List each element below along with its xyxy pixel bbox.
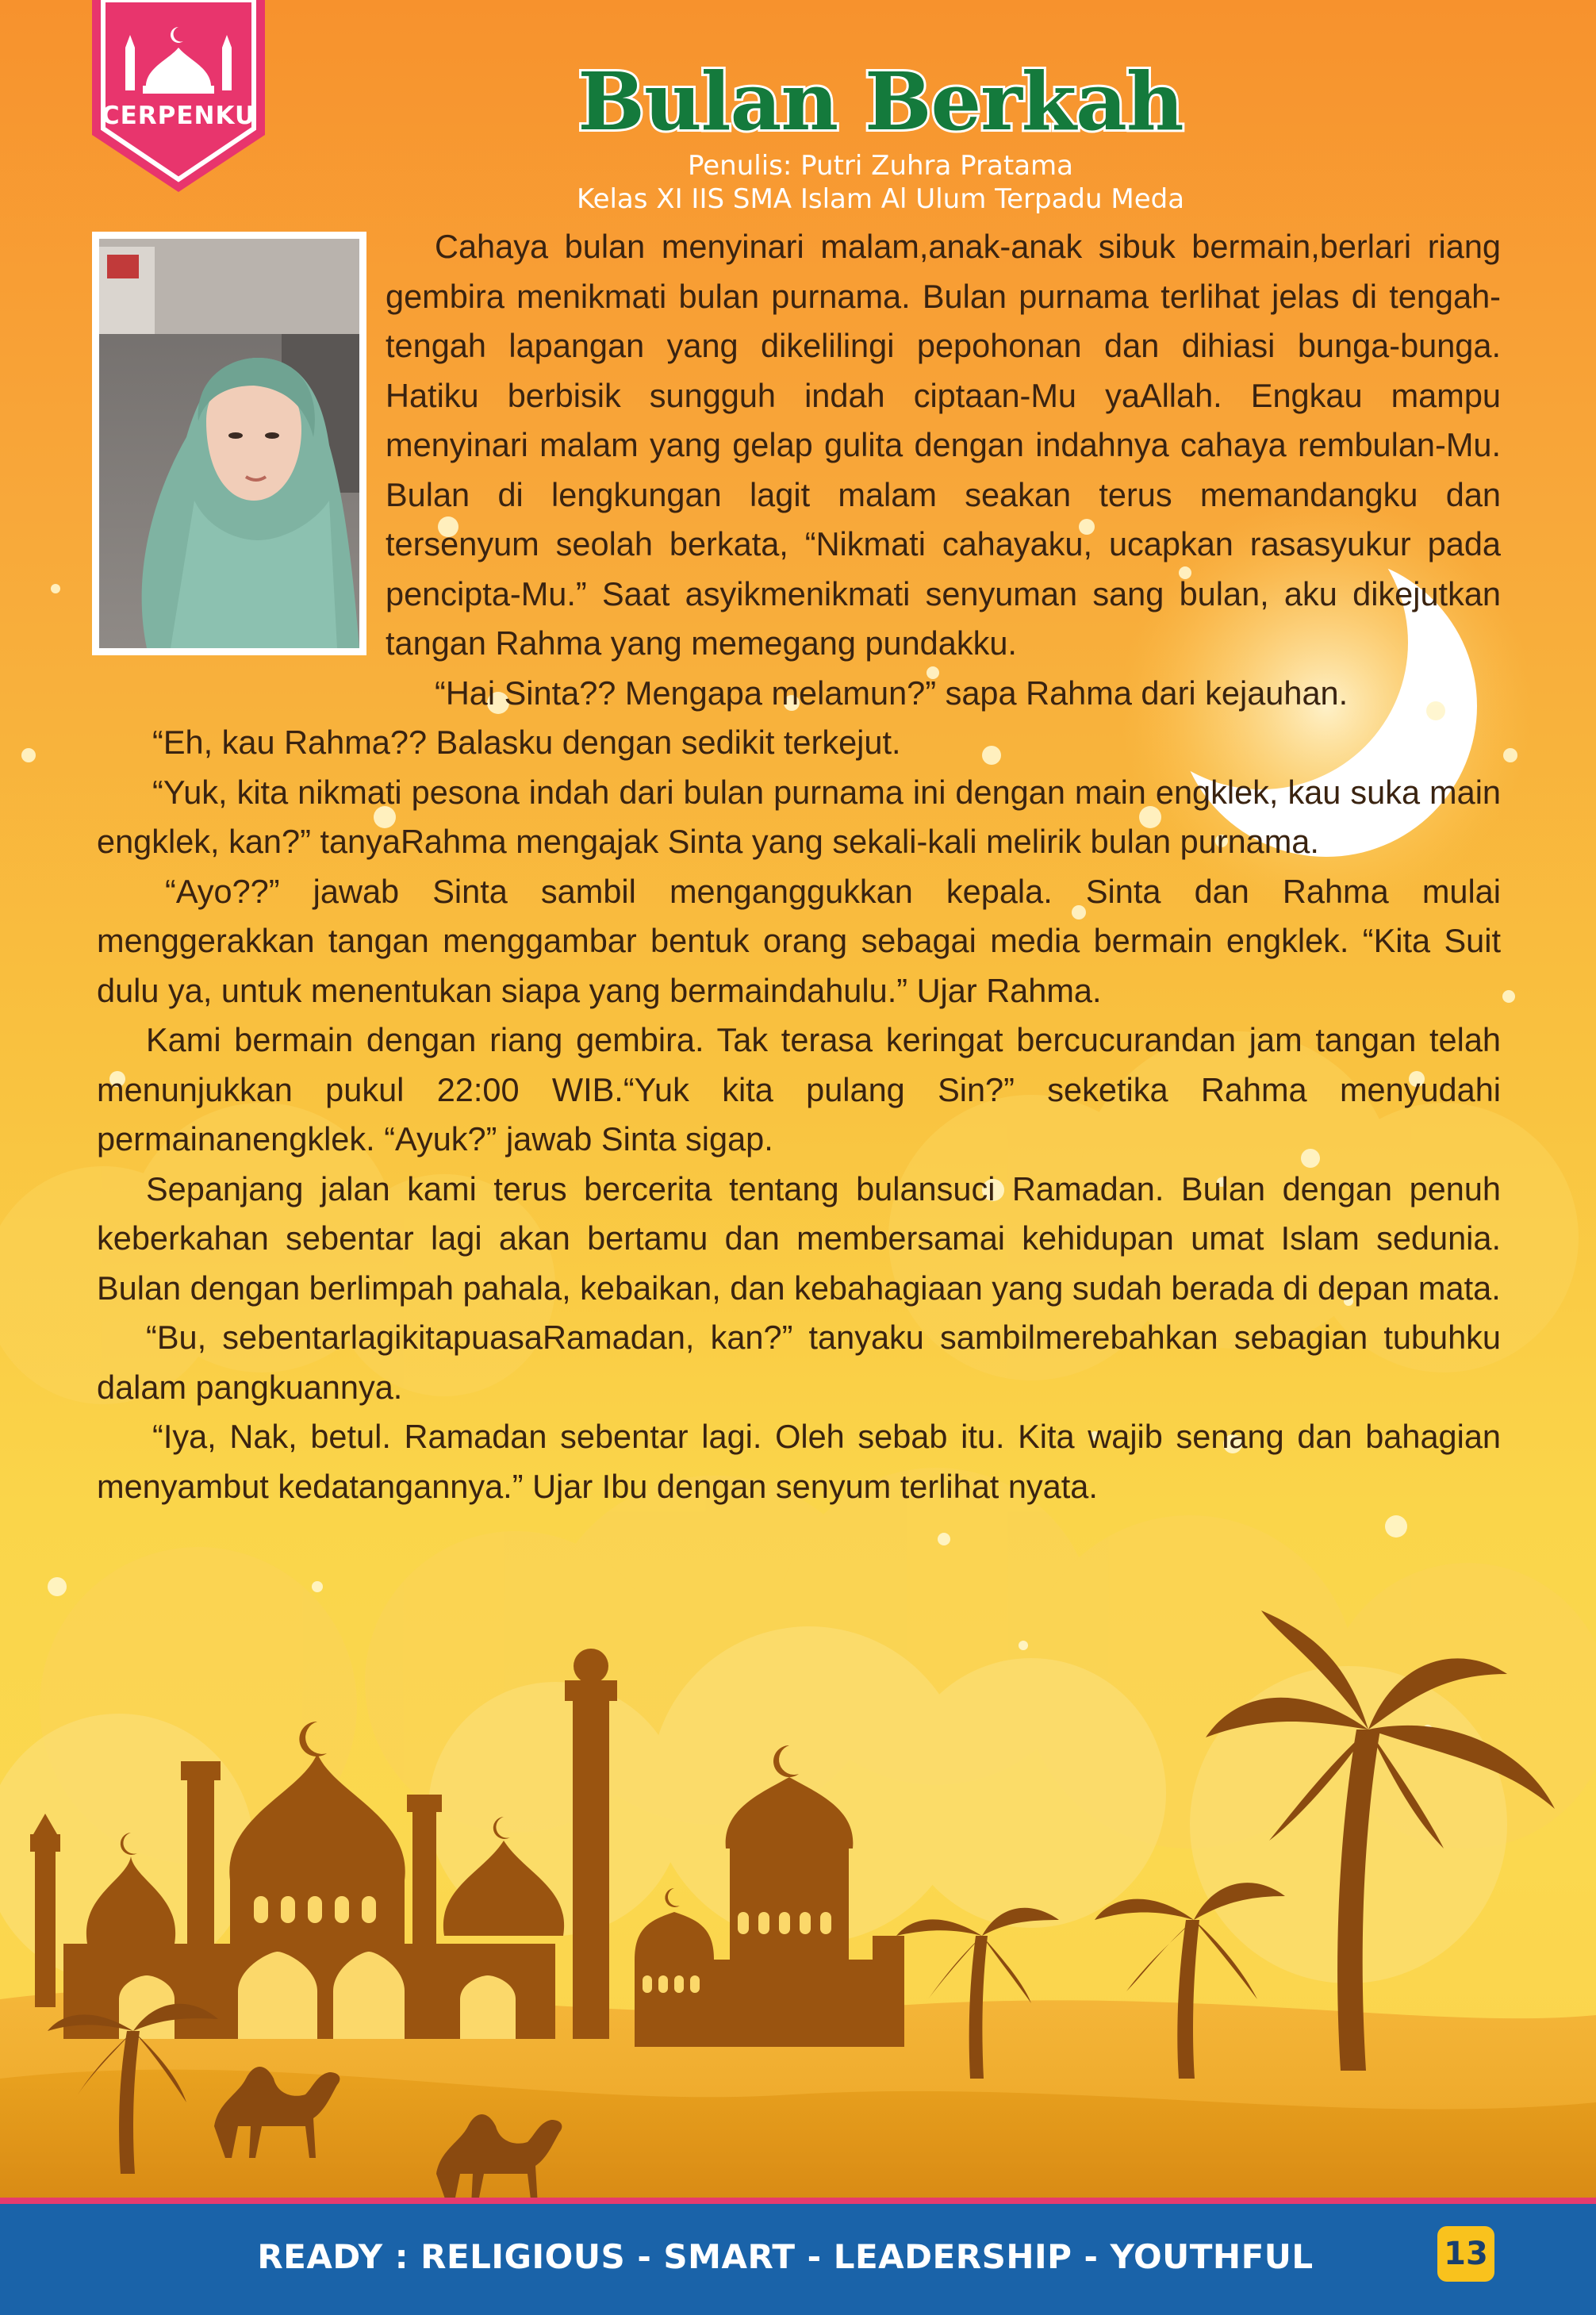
badge-label: CERPENKU [101,102,256,130]
class-line: Kelas XI IIS SMA Islam Al Ulum Terpadu Meda [576,183,1185,215]
story-paragraph: “Bu, sebentarlagikitapuasaRamadan, kan?” tanyaku sambilmerebahkan sebagian tubuhku dalam pangkuannya. [97,1319,1501,1406]
cerpenku-badge [81,0,276,195]
page-title: Bulan Berkah [577,55,1184,148]
story-paragraph: “Ayo??” jawab Sinta sambil menganggukkan kepala. Sinta dan Rahma mulai menggerakkan tangan menggambar bentuk orang sebagai media bermain engklek. “Kita Suit dulu ya, untuk menentukan siapa yang bermaindahulu.” Ujar Rahma. [97,872,1501,1009]
story-paragraph: Kami bermain dengan riang gembira. Tak terasa keringat bercucurandan jam tangan telah menunjukkan pukul 22:00 WIB.“Yuk kita pulang Sin?” seketika Rahma menyudahi permainanengklek. “Ayuk?” jawab Sinta sigap. [97,1021,1501,1158]
story-paragraph: “Iya, Nak, betul. Ramadan sebentar lagi. Oleh sebab itu. Kita wajib senang dan bahagian menyambut kedatangannya.” Ujar Ibu dengan senyum terlihat nyata. [97,1418,1501,1505]
story-paragraph: Sepanjang jalan kami terus bercerita tentang bulansuci Ramadan. Bulan dengan penuh keberkahan sebentar lagi akan bertamu dan membersamai kehidupan umat Islam sedunia. Bulan dengan berlimpah pahala, kebaikan, dan kebahagiaan yang sudah berada di depan mata. [97,1169,1501,1307]
footer-motto: READY : RELIGIOUS - SMART - LEADERSHIP - YOUTHFUL [257,2237,1314,2276]
story-paragraph: “Eh, kau Rahma?? Balasku dengan sedikit terkejut. [152,724,901,761]
story-paragraph: Cahaya bulan menyinari malam,anak-anak sibuk bermain,berlari riang gembira menikmati bulan purnama. Bulan purnama terlihat jelas di tengah-tengah lapangan yang dikelilingi pepohonan dan dihiasi bunga-bunga. Hatiku berbisik sungguh indah ciptaan-Mu yaAllah. Engkau mampu menyinari malam yang gelap gulita dengan indahnya cahaya rembulan-Mu. Bulan di lengkungan lagit malam seakan terus memandangku dan tersenyum seolah berkata, “Nikmati cahayaku, ucapkan rasasyukur pada pencipta-Mu.” Saat asyikmenikmati senyuman sang bulan, aku dikejutkan tangan Rahma yang memegang pundakku. [386,228,1501,662]
author-line: Penulis: Putri Zuhra Pratama [687,150,1074,182]
story-paragraph: “Hai Sinta?? Mengapa melamun?” sapa Rahma dari kejauhan. [435,674,1349,712]
story-body [97,222,1501,1511]
story-paragraph: “Yuk, kita nikmati pesona indah dari bulan purnama ini dengan main engklek, kau suka main engklek, kan?” tanyaRahma mengajak Sinta yang sekali-kali melirik bulan purnama. [97,773,1501,860]
page-number: 13 [1437,2226,1494,2282]
